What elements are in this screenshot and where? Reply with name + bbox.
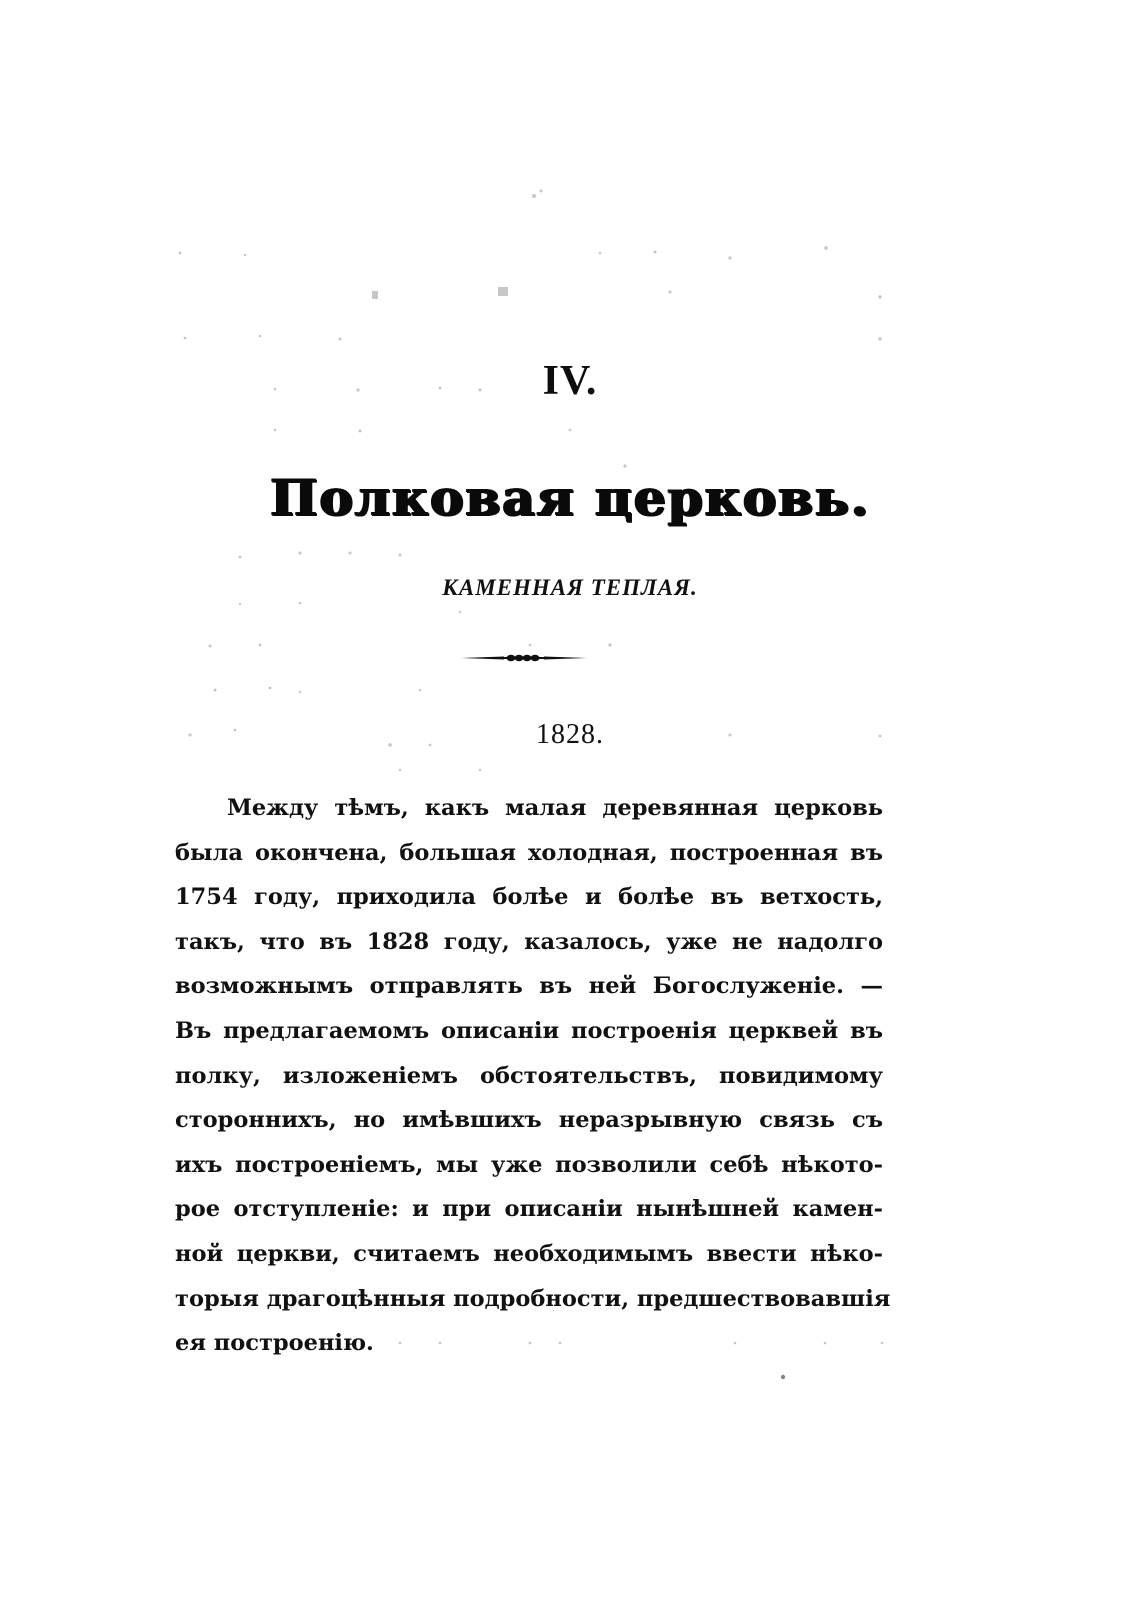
paragraph-line: возможнымъ отправлять въ ней Богослуженіе. — (175, 973, 883, 1000)
paragraph-line: Между тѣмъ, какъ малая деревянная церковь (227, 795, 883, 821)
ornamental-rule (459, 650, 589, 666)
paragraph-line: ея построенію. (175, 1330, 374, 1357)
paragraph-line: стороннихъ, но имѣвшихъ неразрывную связь съ (175, 1107, 883, 1134)
paragraph-line: рое отступленіе: и при описаніи нынѣшней камен- (175, 1196, 883, 1223)
paragraph-line: такъ, что въ 1828 году, казалось, уже не надолго (175, 928, 883, 955)
paragraph-line: полку, изложеніемъ обстоятельствъ, повидимому (175, 1062, 883, 1089)
chapter-number: IV. (542, 358, 598, 404)
paragraph-line: была окончена, большая холодная, построенная въ (175, 839, 883, 866)
paragraph-line: торыя драгоцѣнныя подробности, предшествовавшія (175, 1285, 891, 1312)
chapter-subtitle: КАМЕННАЯ ТЕПЛАЯ. (442, 575, 698, 600)
body-paragraph (175, 786, 891, 1366)
paragraph-line: ной церкви, считаемъ необходимымъ ввести нѣко- (175, 1240, 883, 1267)
paragraph-line: Въ предлагаемомъ описаніи построенія церквей въ (175, 1017, 883, 1044)
paragraph-line: 1754 году, приходила болѣе и болѣе въ ветхость, (175, 884, 883, 911)
chapter-title: Полковая церковь. (269, 468, 870, 527)
year-heading: 1828. (536, 719, 604, 750)
paragraph-line: ихъ построеніемъ, мы уже позволили себѣ нѣкото- (175, 1151, 883, 1178)
